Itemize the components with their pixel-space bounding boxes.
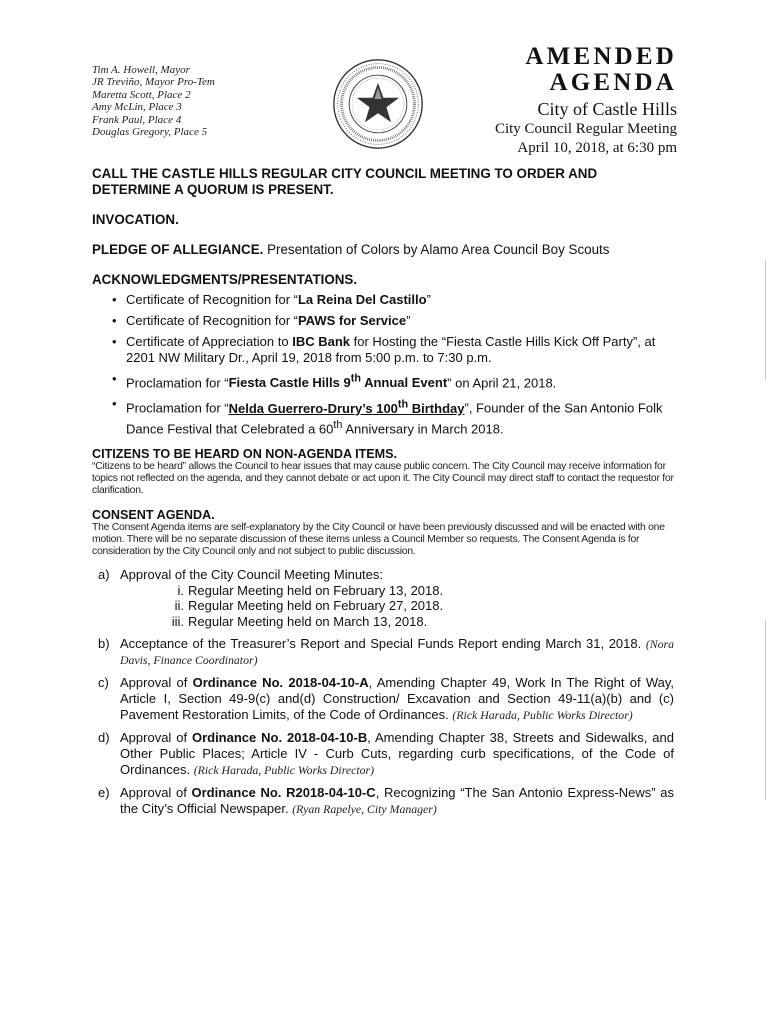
item-letter: a)	[98, 566, 110, 582]
meeting-date: April 10, 2018, at 6:30 pm	[517, 140, 677, 156]
consent-items	[92, 567, 674, 818]
item-letter: d)	[98, 730, 110, 746]
invocation-heading: INVOCATION.	[92, 212, 179, 227]
ordinance-number: Ordinance No. R2018-04-10-C	[191, 785, 376, 801]
item-text: Proclamation for “	[126, 400, 229, 416]
item-text: Acceptance of the Treasurer’s Report and Special Funds Report ending March 31, 2018.	[120, 636, 642, 652]
item-text: ”	[426, 292, 431, 307]
pledge-text: Presentation of Colors by Alamo Area Council Boy Scouts	[263, 242, 610, 257]
list-item	[174, 598, 674, 614]
citizens-heading: CITIZENS TO BE HEARD ON NON-AGENDA ITEMS.	[92, 446, 398, 461]
call-to-order: CALL THE CASTLE HILLS REGULAR CITY COUNCIL MEETING TO ORDER AND DETERMINE A QUORUM IS PRESENT.	[92, 166, 598, 197]
amended-title: AMENDED	[525, 43, 677, 70]
item-text: Regular Meeting held on March 13, 2018.	[188, 613, 428, 629]
council-member: Amy McLin, Place 3	[92, 101, 182, 114]
minutes-list	[120, 583, 674, 630]
acknowledgments-heading: ACKNOWLEDGMENTS/PRESENTATIONS.	[92, 272, 358, 287]
item-attribution: (Rick Harada, Public Works Director)	[193, 763, 375, 778]
acknowledgments-list	[92, 292, 674, 437]
consent-text: The Consent Agenda items are self-explanatory by the City Council or have been previously discussed and will be enacted with one motion. There will be no separate discussion of these items unless a Council Member so requests. The Consent Agenda is for consideration by the City Council only and not subject to public discussion.	[92, 522, 665, 558]
council-member: JR Treviño, Mayor Pro-Tem	[92, 76, 215, 89]
list-item	[126, 334, 674, 366]
item-text: for Hosting the “Fiesta Castle Hills Kick Off Party”, at 2201 NW Military Dr., April 19, 2018 from 5:00 p.m. to 7:30 p.m.	[126, 334, 656, 365]
item-letter: c)	[98, 675, 109, 691]
city-seal-star-icon	[330, 56, 426, 152]
consent-item-c	[92, 675, 674, 723]
citizens-text: “Citizens to be heard” allows the Council to hear issues that may cause public concern. The City Council may receive information for topics not reflected on the agenda, and they cannot debate or act upon it. The City Council may direct staff to contact the requestor for clarification.	[92, 460, 674, 497]
scan-edge-mark	[765, 620, 766, 800]
item-number: iii.	[171, 613, 184, 629]
item-text: Regular Meeting held on February 27, 2018.	[188, 598, 444, 614]
consent-item-d	[92, 730, 674, 778]
item-bold	[229, 375, 448, 390]
superscript: th	[350, 373, 361, 385]
item-attribution: (Rick Harada, Public Works Director)	[452, 708, 633, 723]
agenda-title: AGENDA	[549, 69, 677, 96]
item-text: Regular Meeting held on February 13, 2018.	[188, 582, 444, 598]
consent-heading: CONSENT AGENDA.	[92, 508, 215, 523]
list-item	[126, 313, 674, 329]
item-text: Approval of	[120, 675, 193, 691]
item-text: ”	[406, 313, 411, 328]
item-bold-part: Nelda Guerrero-Drury’s 100	[228, 400, 398, 416]
item-attribution: (Nora Davis, Finance Coordinator)	[120, 637, 674, 668]
item-text: Proclamation for “	[126, 375, 229, 391]
pledge-section	[92, 242, 674, 258]
item-bold: La Reina Del Castillo	[297, 292, 427, 307]
item-bold-part: Annual Event	[360, 375, 448, 391]
ordinance-number: Ordinance No. 2018-04-10-B	[191, 730, 368, 746]
list-item	[171, 613, 674, 630]
council-member: Tim A. Howell, Mayor	[92, 64, 190, 76]
item-attribution: (Ryan Rapelye, City Manager)	[292, 802, 437, 817]
item-bold: IBC Bank	[292, 334, 350, 349]
item-text: Certificate of Appreciation to	[126, 334, 293, 349]
item-text: Approval of	[120, 730, 192, 746]
consent-item-b	[92, 636, 674, 668]
item-text: ”, Founder of the San Antonio Folk Dance Festival that Celebrated a 60	[126, 400, 663, 436]
consent-item-e	[92, 785, 674, 817]
scan-edge-mark	[765, 260, 766, 380]
council-member-list	[92, 64, 215, 138]
item-text: , Amending Chapter 38, Streets and Sidewalks, and Other Public Places; Article IV - Curb Cuts, regarding curb specifications, of the Code of Ordinances.	[120, 730, 674, 778]
city-name: City of Castle Hills	[537, 99, 677, 119]
council-member: Frank Paul, Place 4	[92, 113, 182, 126]
item-bold: PAWS for Service	[297, 313, 407, 328]
list-item	[177, 582, 674, 599]
item-text: ” on April 21, 2018.	[447, 375, 557, 391]
item-letter: b)	[98, 636, 110, 652]
agenda-header	[495, 44, 677, 158]
item-number: i.	[177, 582, 184, 598]
council-member: Douglas Gregory, Place 5	[92, 126, 208, 139]
meeting-type: City Council Regular Meeting	[494, 121, 677, 137]
item-text: Certificate of Recognition for “	[126, 313, 298, 328]
item-text: , Amending Chapter 49, Work In The Right of Way, Article I, Section 49-9(c) and(d) Construction/ Excavation and Section 49-11(a)(b) and (c) Pavement Restoration Limits, of the Code of Ordinances.	[120, 675, 674, 723]
item-bold	[228, 398, 465, 416]
item-letter: e)	[98, 785, 110, 801]
consent-item-a	[92, 567, 674, 630]
item-text: Approval of	[120, 785, 192, 801]
council-member: Maretta Scott, Place 2	[92, 88, 191, 101]
ordinance-number: Ordinance No. 2018-04-10-A	[192, 675, 369, 691]
item-text: Approval of the City Council Meeting Minutes:	[120, 566, 384, 582]
item-text: Anniversary in March 2018.	[342, 420, 504, 436]
item-bold-part: Fiesta Castle Hills 9	[228, 375, 351, 391]
list-item	[126, 371, 674, 391]
list-item	[126, 292, 674, 308]
item-number: ii.	[174, 598, 184, 614]
superscript: th	[397, 398, 409, 411]
pledge-heading: PLEDGE OF ALLEGIANCE.	[92, 242, 264, 257]
agenda-body	[92, 166, 674, 824]
item-text: , Recognizing “The San Antonio Express-News” as the City’s Official Newspaper.	[120, 785, 674, 817]
list-item	[126, 396, 674, 437]
superscript: th	[333, 418, 343, 431]
item-text: Certificate of Recognition for “	[126, 292, 298, 307]
item-bold-part: Birthday	[408, 400, 465, 416]
